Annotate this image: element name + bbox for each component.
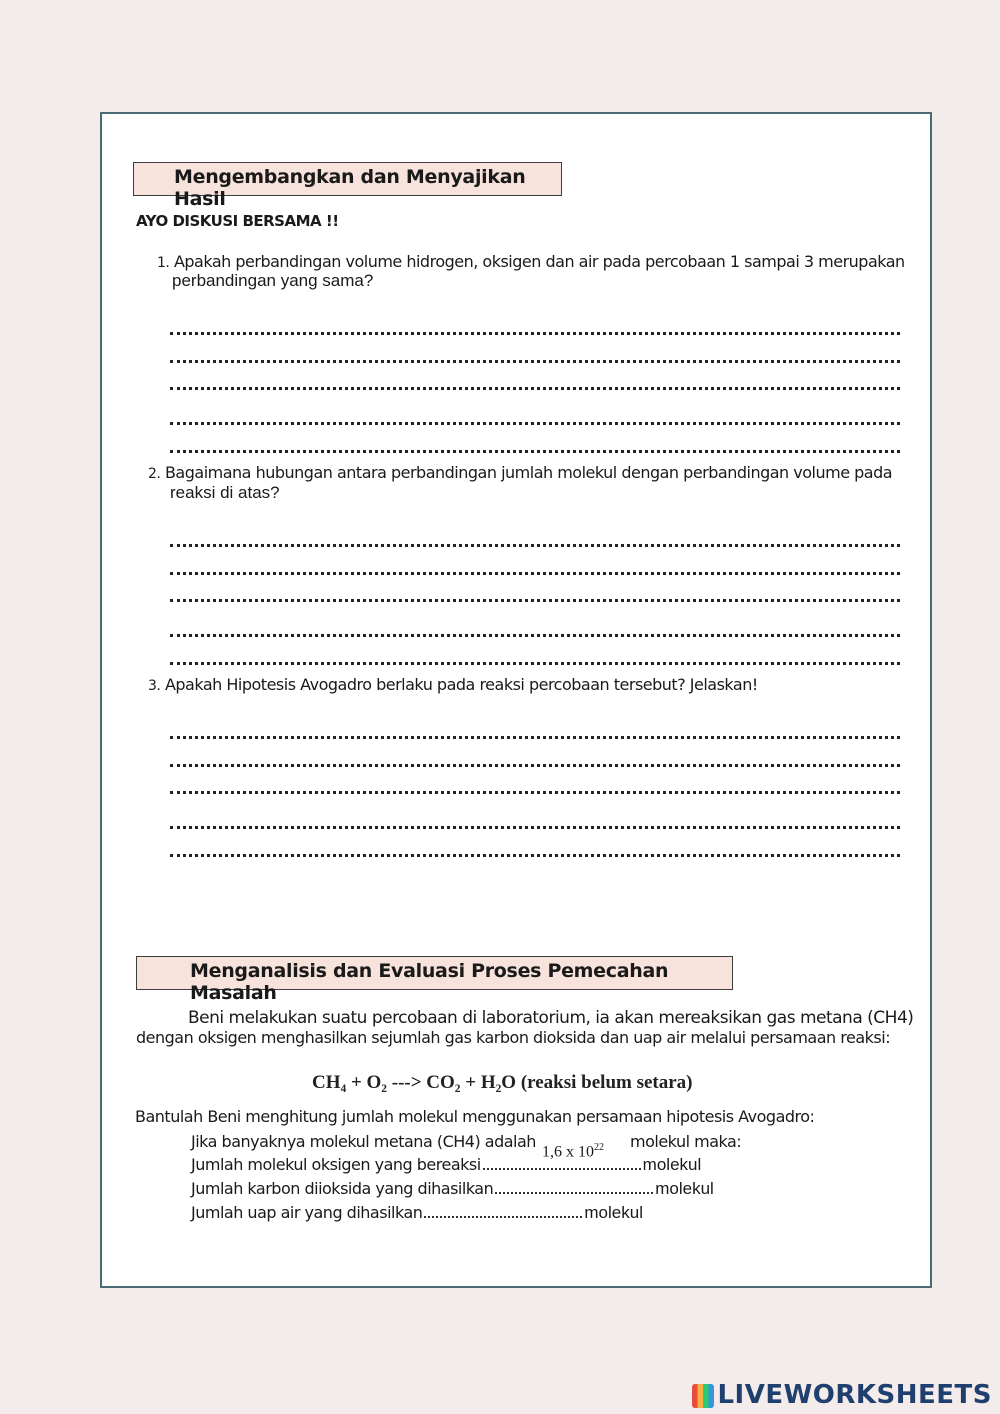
logo-text: LIVEWORKSHEETS xyxy=(717,1380,992,1410)
answer-line[interactable] xyxy=(170,565,900,575)
answer-item-label: Jumlah molekul oksigen yang bereaksi xyxy=(191,1155,481,1174)
section-header-label: Mengembangkan dan Menyajikan Hasil xyxy=(174,166,526,210)
answer-blank[interactable] xyxy=(495,1180,653,1194)
problem-paragraph-line1: Beni melakukan suatu percobaan di laboratorium, ia akan mereaksikan gas metana (CH4) xyxy=(188,1008,914,1028)
question-1-continuation: perbandingan yang sama? xyxy=(172,271,374,290)
answer-blank[interactable] xyxy=(424,1204,582,1218)
section-header-label: Menganalisis dan Evaluasi Proses Pemecahan Masalah xyxy=(190,960,669,1004)
answer-line[interactable] xyxy=(170,592,900,602)
answer-line[interactable] xyxy=(170,627,900,637)
question-number: 3. xyxy=(148,678,161,694)
question-text: Apakah Hipotesis Avogadro berlaku pada reaksi percobaan tersebut? Jelaskan! xyxy=(164,675,758,694)
given-text: Jika banyaknya molekul metana (CH4) adalah xyxy=(191,1132,536,1151)
discussion-title: AYO DISKUSI BERSAMA !! xyxy=(136,212,339,230)
question-2 xyxy=(148,463,892,482)
question-1 xyxy=(157,252,905,271)
answer-line[interactable] xyxy=(170,415,900,425)
answer-item-oxygen xyxy=(191,1155,701,1175)
answer-line[interactable] xyxy=(170,729,900,739)
answer-line[interactable] xyxy=(170,847,900,857)
instruction-text: Bantulah Beni menghitung jumlah molekul menggunakan persamaan hipotesis Avogadro: xyxy=(135,1107,815,1126)
question-number: 2. xyxy=(148,466,161,482)
answer-line[interactable] xyxy=(170,655,900,665)
problem-paragraph-line2: dengan oksigen menghasilkan sejumlah gas karbon dioksida dan uap air melalui persamaan reaksi: xyxy=(136,1028,891,1047)
answer-line[interactable] xyxy=(170,353,900,363)
liveworksheets-logo[interactable] xyxy=(692,1380,992,1410)
given-mantissa: 1,6 x 10 xyxy=(542,1143,594,1161)
answer-line[interactable] xyxy=(170,380,900,390)
answer-item-label: Jumlah uap air yang dihasilkan xyxy=(191,1203,423,1222)
answer-item-carbon-dioxide xyxy=(191,1179,714,1199)
question-text: Bagaimana hubungan antara perbandingan jumlah molekul dengan perbandingan volume pada xyxy=(164,463,893,482)
question-text: Apakah perbandingan volume hidrogen, oksigen dan air pada percobaan 1 sampai 3 merupakan xyxy=(173,252,905,271)
question-number: 1. xyxy=(157,255,170,271)
section-header-analyze xyxy=(136,956,733,1004)
given-exponent: 22 xyxy=(594,1142,604,1153)
given-suffix: molekul maka: xyxy=(630,1132,742,1151)
question-3 xyxy=(148,675,758,694)
answer-line[interactable] xyxy=(170,537,900,547)
answer-line[interactable] xyxy=(170,784,900,794)
answer-unit: molekul xyxy=(584,1203,643,1222)
answer-line[interactable] xyxy=(170,819,900,829)
logo-badge-icon xyxy=(692,1384,714,1408)
answer-unit: molekul xyxy=(642,1155,702,1174)
answer-line[interactable] xyxy=(170,325,900,335)
answer-item-water-vapor xyxy=(191,1203,643,1223)
answer-line[interactable] xyxy=(170,443,900,453)
question-2-continuation: reaksi di atas? xyxy=(170,483,280,502)
answer-line[interactable] xyxy=(170,757,900,767)
answer-blank[interactable] xyxy=(483,1156,641,1170)
answer-item-label: Jumlah karbon diioksida yang dihasilkan xyxy=(191,1179,494,1198)
answer-unit: molekul xyxy=(655,1179,714,1198)
reaction-equation: CH₄ + O₂ ---> CO₂ + H₂O (reaksi belum setara) xyxy=(312,1072,693,1093)
section-header-develop xyxy=(133,162,562,210)
